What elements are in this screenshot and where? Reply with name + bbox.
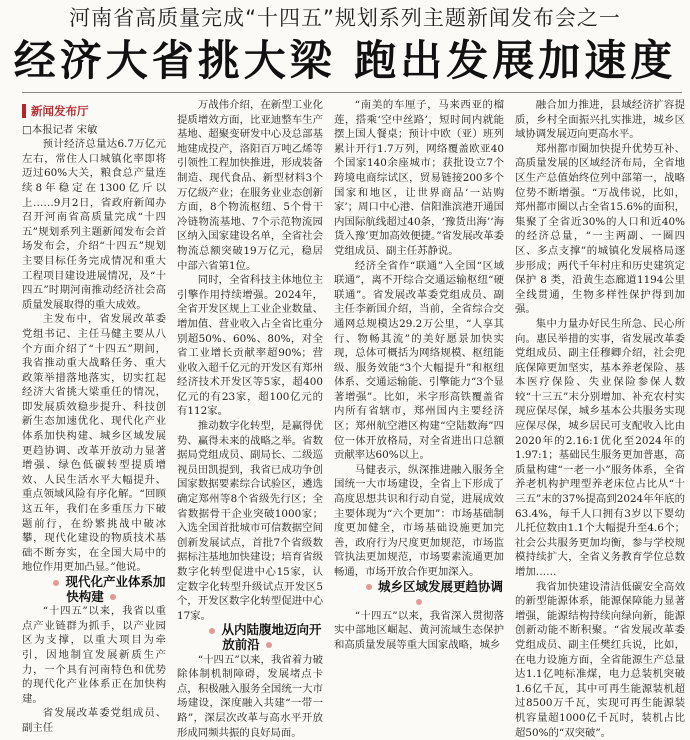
paragraph: 郑州都市圈加快提升优势互补、高质量发展的区域经济布局，全省地区生产总值始终位列中部第一，战略位势不断增强。“万战伟说，比如，郑州都市圈以占全省15.6%的面积，集聚了全省近30%的人口和近40%的经济总量，“一主两副、一圈四区、多点支撑”的城镇化发展格局逐步形成；两代千年村庄和历史建筑定保护 8 类，沿黄生态廊道1194公里全线贯通，生物多样性保护得到加强。 bbox=[515, 142, 685, 316]
paragraph: 我省加快建设清洁低碳安全高效的新型能源体系，能源保障能力显著增强，能源结构持续向绿向新，能源创新动能不断积聚。“省发展改革委党组成员、副主任樊红兵说，比如，在电力设施方面，全省能源生产总量达1.1亿吨标准煤，电力总装机突破1.6亿千瓦，其中可再生能源装机超过8500万千瓦，实现可再生能源装机容量超1000亿千瓦时，装机占比超50%的“双突破”。 bbox=[515, 580, 685, 739]
paragraph: 同时，全省科技主体地位主引擎作用持续增强。2024年，全省开发区规上工业企业数量、增加值、营业收入占全省比重分别超50%、60%、80%，对全省工业增长贡献率超90%；营业收入超千亿元的开发区有郑州经济技术开发区等5家，超400亿元的有23家，超100亿元的有112家。 bbox=[177, 274, 323, 418]
paragraph: 经济全省作“联通”入全国“区域联通”，离不开综合交通运输枢纽“硬联通”。省发展改革委党组成员、副主任李新国介绍，当前，全省综合交通网总规模达29.2万公里，“人享其行、物畅其流”的美好愿景加快实现，总体可概括为网络规模、枢纽能级、服务效能“3个大幅提升”和枢纽体系、交通运输能、引擎能力“3个显著增强”。比如，米字形高铁覆盖省内所有省辖市，郑州国内主要经济区；郑州航空港区构建“空陆数海”四位一体开放格局，对全省进出口总额贡献率达60%以上。 bbox=[334, 259, 504, 462]
headline: 经济大省挑大梁 跑出发展加速度 bbox=[13, 36, 677, 85]
section-tag-bar bbox=[22, 104, 26, 118]
section-tag bbox=[22, 104, 166, 119]
subheading: 城乡区域发展更趋协调 bbox=[334, 580, 504, 609]
subheading: 现代化产业体系加快构建 bbox=[22, 575, 166, 604]
column-2 bbox=[177, 98, 323, 739]
top-rule bbox=[22, 92, 682, 93]
paragraph: 主发布中，省发展改革委党组书记、主任马健主要从八个方面介绍了“十四五”期间，我省推动重大战略任务、重大政策举措落地落实，切实扛起经济大省挑大梁重任的情况，即发展质效稳步提升、科技创新生态加速优化、现代化产业体系加快构建、城乡区域发展更趋协调、改革开放动力显著增强、绿色低碳转型提质增效、人民生活水平大幅提升、重点领域风险有序化解。“回顾这五年，我们在多重压力下破题前行，在纷繁挑战中破冰攀，现代化建设的物质技术基础不断夯实，在全国大局中的地位作用更加凸显。”他说。 bbox=[22, 313, 166, 574]
column-4 bbox=[515, 98, 685, 739]
kicker: 河南省高质量完成“十四五”规划系列主题新闻发布会之一 bbox=[69, 6, 621, 30]
column-3 bbox=[334, 98, 504, 651]
paragraph: 马健表示，纵深推进融入服务全国统一大市场建设，全省上下形成了高度思想共识和行动自觉，进展成效主要体现为“六个更加”：市场基础制度更加健全，市场基础设施更加完善，政府行为尺度更加规范，市场监管执法更加规范，市场要素流通更加畅通，市场开放合作更加深入。 bbox=[334, 463, 504, 578]
paragraph: 推动数字化转型，是赢得优势、赢得未来的战略之举。省数据局党组成员、副局长、二级巡视员田凯提到，我省已成功争创国家数据要素综合试验区，遴选确定郑州等8个省级先行区；全省数据骨干企业突破1000家；入选全国首批城市可信数据空间创新发展试点，首批7个省级数据标注基地加快建设；培育省级数字化转型促进中心15家，认定数字化转型升级试点开发区5个，开发区数字化转型促进中心17家。 bbox=[177, 420, 323, 622]
paragraph: “十四五”以来，我省以重点产业链群为抓手，以产业园区为支撑，以重大项目为牵引，因地制宜发展新质生产力，一个具有河南特色和优势的现代化产业体系正在加快构建。 bbox=[22, 605, 166, 705]
paragraph: 集中力量办好民生所急、民心所向。惠民举措的实事，省发展改革委党组成员、副主任穆卿介绍，社会兜底保障更加坚实，基本养老保险、基本医疗保险、失业保险参保人数较“十三五”末分别增加、补充农村实现应保尽保，城乡基本公共服务实现应保尽保，城乡居民可支配收入比由2020年的2.16:1优化至2024年的1.97:1；基础民生服务更加普惠，高质量构建“一老一小”服务体系，全省养老机构护理型养老床位占比从“十三五”末的37%提高到2024年年底的63.4%，每千人口拥有3岁以下婴幼儿托位数由1.1个大幅提升至4.6个；社会公共服务更加均衡，参与学校规模持续扩大，全省义务教育学位总数增加…… bbox=[515, 317, 685, 578]
paragraph: 省发展改革委党组成员、副主任 bbox=[22, 707, 166, 734]
column-1 bbox=[22, 98, 166, 734]
paragraph: “十四五”以来，我省着力破除体制机制障碍，发展堵点卡点，积极融入服务全国统一大市场建设，深度融入共建“一带一路”，深层次改革与高水平开放形成同频共振的良好局面。 bbox=[177, 653, 323, 739]
byline: □本报记者 宋敏 bbox=[22, 123, 98, 136]
section-tag-label: 新闻发布厅 bbox=[31, 104, 89, 118]
paragraph: “十四五”以来，我省深入贯彻落实中部地区崛起、黄河流域生态保护和高质量发展等重大国家战略，城乡 bbox=[334, 609, 504, 651]
paragraph: 万战伟介绍，在新型工业化提质增效方面，比亚迪整车生产基地、超聚变研发中心及总部基地建成投产，洛阳百万吨乙烯等引领性工程加快推进，形成装备制造、现代食品、新型材料3个万亿级产业；在服务业业态创新方面，8个物流枢纽、5个骨干冷链物流基地、7个示范物流园区纳入国家建设名单，全省社会物流总额突破19万亿元，稳居中部六省第1位。 bbox=[177, 99, 323, 272]
paragraph: 预计经济总量达6.7万亿元左右，常住人口城镇化率即将迈过60%大关，粮食总产量连续8年稳定在1300亿斤以上……9月2日，省政府新闻办召开河南省高质量完成“十四五”规划系列主题新闻发布会首场发布会，介绍“十四五”规划主要目标任务完成情况和重大工程项目建设进展情况，及“十四五”时期河南推动经济社会高质量发展取得的重大成效。 bbox=[22, 138, 166, 311]
paragraph: 融合加力推进，县域经济扩容提质，乡村全面振兴扎实推进，城乡区域协调发展迈向更高水平。 bbox=[515, 99, 685, 141]
paragraph: “南美的车厘子，马来西亚的榴莲，搭乘‘空中丝路’，短时间内就能摆上国人餐桌；预计中欧（亚）班列累计开行1.7万列，网络覆盖欧亚40个国家140余座城市；获批设立7个跨境电商综试区，贸易链接200多个国家和地区，让世界商品‘一站购家’；周口中心港、信阳淮滨港开通国内国际航线超过40条，‘豫货出海’‘海货入豫’更加高效便捷。”省发展改革委党组成员、副主任苏静说。 bbox=[334, 99, 504, 257]
subheading: 从内陆腹地迈向开放前沿 bbox=[177, 623, 323, 652]
